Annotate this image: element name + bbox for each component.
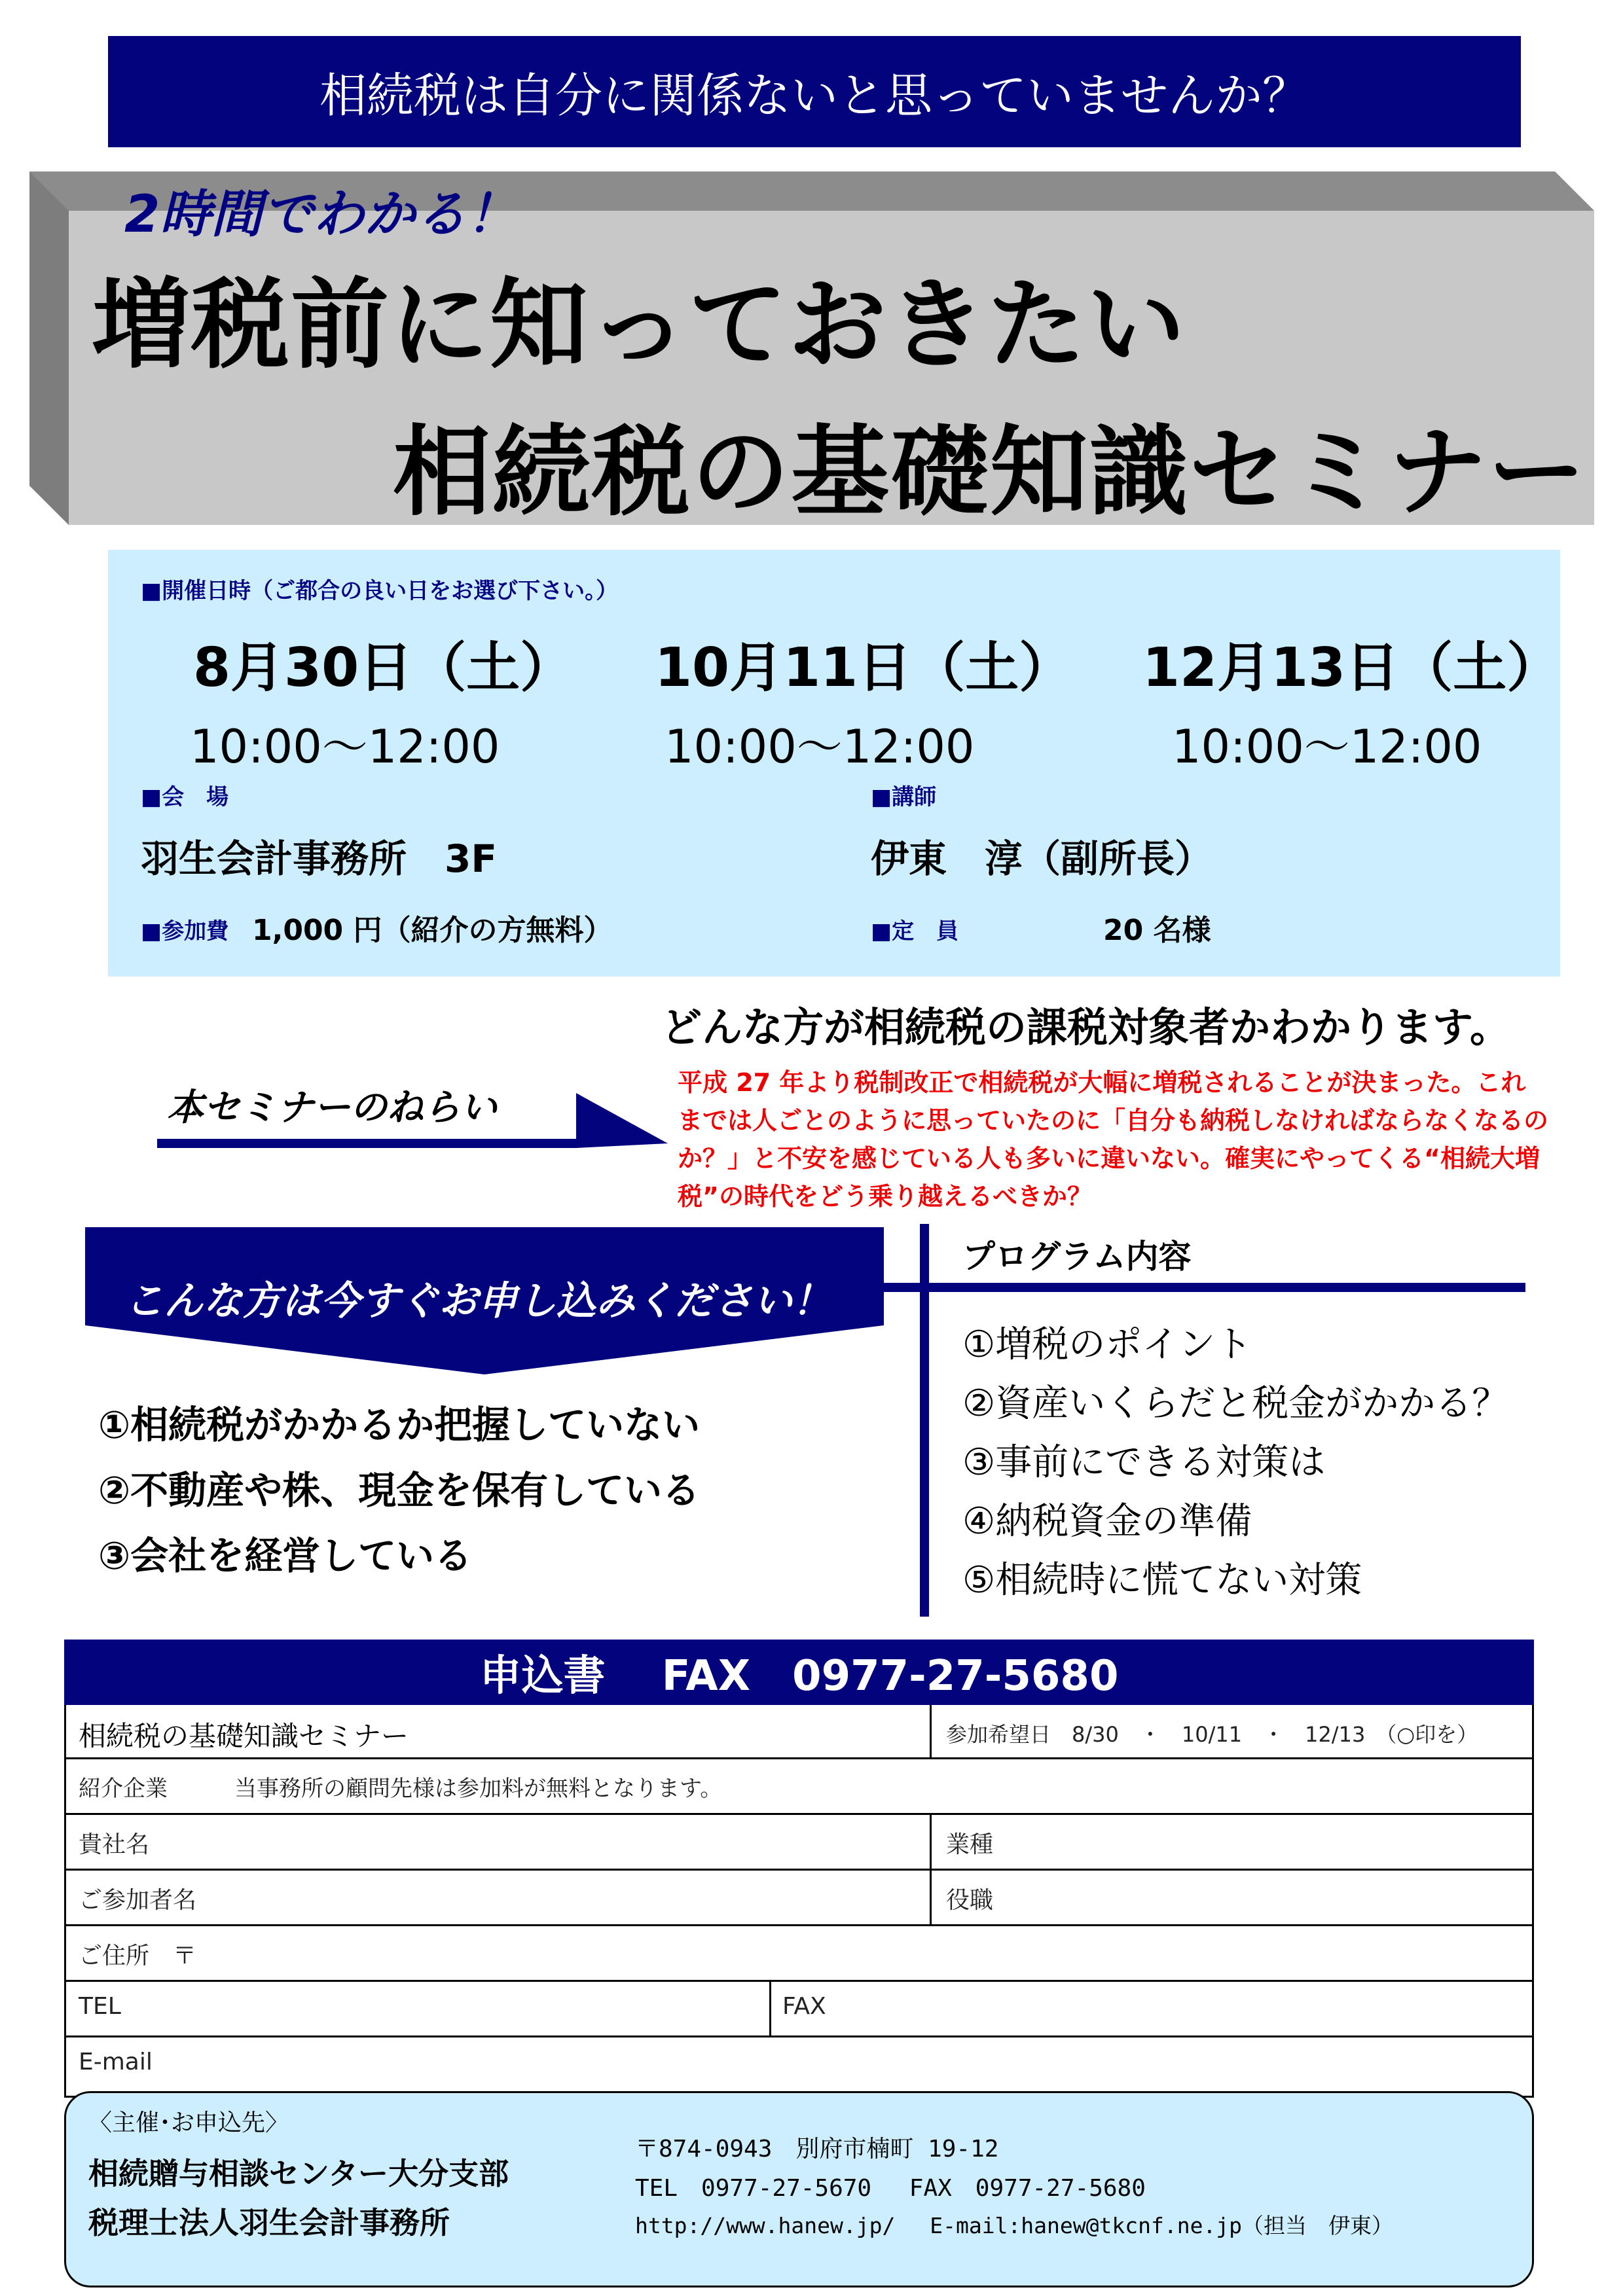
form-industry-field[interactable]: 業種 [946,1831,994,1858]
form-rule [64,1869,1534,1871]
lecturer-label: ■講師 [871,784,937,810]
form-fax-field[interactable]: FAX [782,1993,826,2020]
program-item-4: ④納税資金の準備 [962,1500,1252,1543]
form-rule [64,1757,1534,1759]
aim-text: 平成 27 年より税制改正で相続税が大幅に増税されることが決まった。これまでは人ごとのように思っていたのに「自分も納税しなければならなくなるのか？」と不安を感じている人も多いに違いない。確実にやってくる“相続大増税”の時代をどう乗り越えるべきか？ [678,1068,1549,1211]
form-rule [64,2036,1534,2037]
footer-org-2: 税理士法人羽生会計事務所 [88,2205,450,2240]
form-rule [930,1705,932,1757]
time-3: 10:00〜12:00 [1172,720,1482,774]
form-seminar-name: 相続税の基礎知識セミナー [79,1720,409,1752]
title-line-2: 相続税の基礎知識セミナー [393,416,1588,529]
lecturer-value: 伊東 淳（副所長） [871,836,1213,881]
aim-label: 本セミナーのねらい [167,1086,497,1129]
program-divider-horizontal [871,1283,1525,1292]
footer-org-1: 相続贈与相談センター大分支部 [88,2156,509,2191]
capacity-label: ■定 員 [871,918,959,944]
who-item-1: ①相続税がかかるか把握していない [98,1403,701,1447]
top-banner [108,36,1521,147]
program-title: プログラム内容 [962,1238,1192,1276]
capacity-value: 20 名様 [1103,914,1211,947]
program-item-1: ①増税のポイント [962,1323,1252,1366]
form-email-field[interactable]: E-mail [79,2049,153,2075]
program-item-3: ③事前にできる対策は [962,1441,1326,1484]
banner-text: 相続税は自分に関係ないと思っていませんか？ [319,68,1309,123]
form-attendee-field[interactable]: ご参加者名 [79,1887,197,1914]
form-company-field[interactable]: 貴社名 [79,1831,150,1858]
form-rule [64,1980,1534,1982]
venue-label: ■会 場 [141,784,229,810]
form-rule [930,1813,932,1924]
footer-web[interactable]: http://www.hanew.jp/ E-mail:hanew@tkcnf.ne.jp（担当 伊東） [635,2213,1394,2238]
date-2: 10月11日（土） [655,637,1073,699]
fee-label: ■参加費 [141,918,229,944]
program-item-2: ②資産いくらだと税金がかかる？ [962,1382,1509,1425]
aim-headline: どんな方が相続税の課税対象者かわかります。 [661,1003,1511,1051]
footer-address: 〒874-0943 別府市楠町 19-12 [635,2136,999,2162]
form-position-field[interactable]: 役職 [946,1887,994,1914]
date-3: 12月13日（土） [1142,637,1561,699]
form-rule [64,1813,1534,1815]
footer-organizer-label: 〈主催･お申込先〉 [88,2109,289,2136]
form-header: 申込書 FAX 0977-27-5680 [64,1640,1534,1705]
venue-value: 羽生会計事務所 3F [141,836,497,881]
title-subtitle: 2時間でわかる！ [124,185,518,244]
fee-value: 1,000 円（紹介の方無料） [252,914,613,947]
form-dates-wanted[interactable]: 参加希望日 8/30 ・ 10/11 ・ 12/13 （○印を） [946,1722,1478,1747]
title-line-1: 増税前に知っておきたい [92,268,1187,382]
form-rule [769,1980,771,2036]
program-item-5: ⑤相続時に慌てない対策 [962,1559,1362,1602]
who-item-2: ②不動産や株、現金を保有している [98,1468,701,1513]
schedule-label: ■開催日時（ご都合の良い日をお選び下さい。） [141,578,619,604]
form-referral-field[interactable]: 紹介企業 当事務所の顧問先様は参加料が無料となります。 [79,1776,723,1802]
form-rule [64,1924,1534,1926]
who-heading: こんな方は今すぐお申し込みください！ [124,1278,831,1324]
footer-phones: TEL 0977-27-5670 FAX 0977-27-5680 [635,2175,1146,2202]
time-1: 10:00〜12:00 [190,720,500,774]
time-2: 10:00〜12:00 [665,720,975,774]
date-1: 8月30日（土） [193,637,574,699]
who-item-3: ③会社を経営している [98,1534,473,1578]
form-tel-field[interactable]: TEL [79,1993,121,2020]
form-address-field[interactable]: ご住所 〒 [79,1943,197,1969]
